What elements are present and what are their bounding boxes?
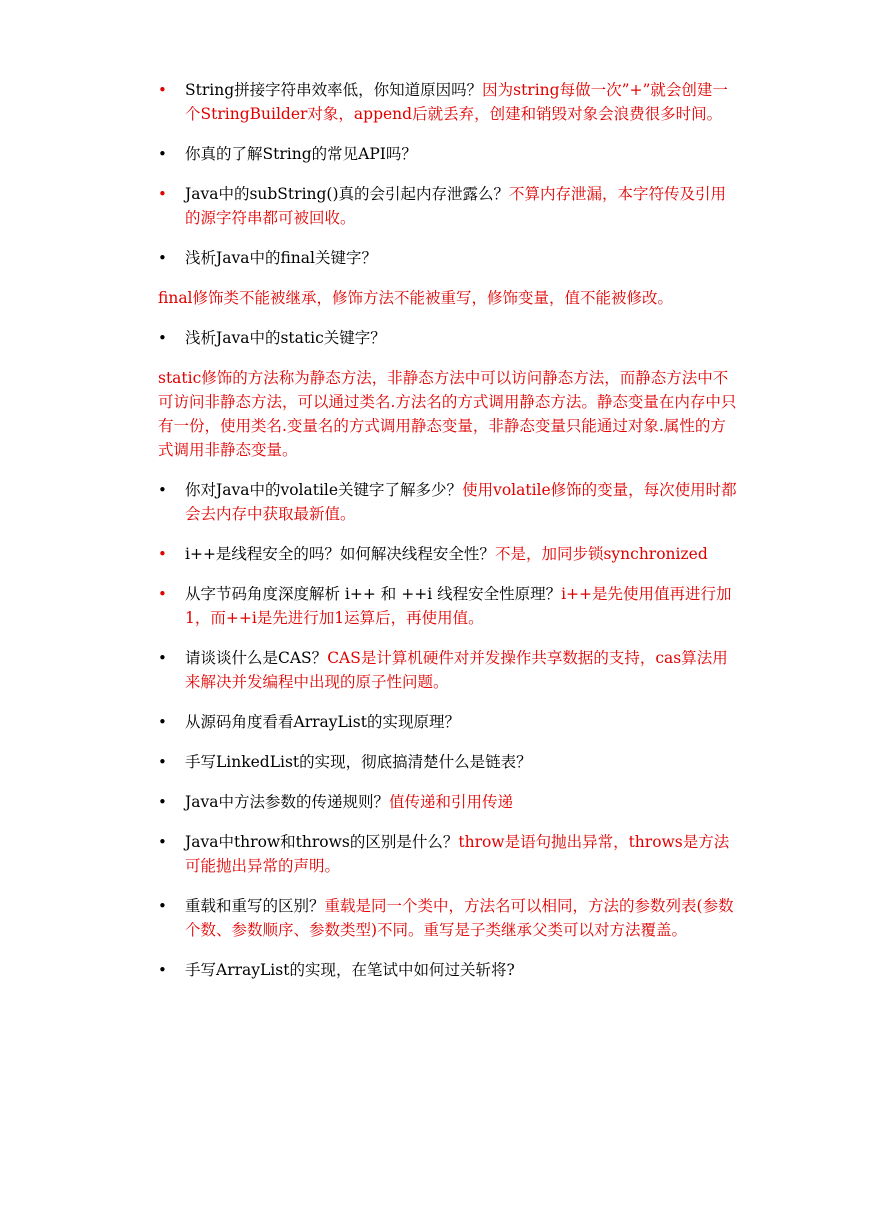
list-item: [158, 478, 738, 526]
answer-paragraph: static修饰的方法称为静态方法，非静态方法中可以访问静态方法，而静态方法中不可访问非静态方法，可以通过类名.方法名的方式调用静态方法。静态变量在内存中只有一份，使用类名.变量名的方式调用静态变量，非静态变量只能通过对象.属性的方式调用非静态变量。: [158, 369, 737, 459]
question-text: 浅析Java中的static关键字？: [185, 329, 386, 347]
list-item: [158, 182, 738, 230]
list-item: [158, 894, 738, 942]
question-text: 你对Java中的volatile关键字了解多少？: [185, 481, 463, 499]
question-text: 重载和重写的区别？: [185, 897, 325, 915]
list-item: [158, 710, 738, 734]
question-text: 请谈谈什么是CAS？: [185, 649, 328, 667]
question-text: i++是线程安全的吗？如何解决线程安全性？: [185, 545, 495, 563]
question-text: 手写LinkedList的实现，彻底搞清楚什么是链表？: [185, 753, 532, 771]
answer-text: throw是语句抛出异常，throws是方法可能抛出异常的声明。: [185, 833, 730, 875]
list-item: [158, 790, 738, 814]
question-text: String拼接字符串效率低，你知道原因吗？: [185, 81, 483, 99]
list-item: [158, 830, 738, 878]
answer-text: 不算内存泄漏，本字符传及引用的源字符串都可被回收。: [185, 185, 727, 227]
list-item: [158, 958, 738, 982]
question-text: Java中throw和throws的区别是什么？: [185, 833, 459, 851]
answer-text: 值传递和引用传递: [388, 793, 513, 811]
list-item: [158, 78, 738, 126]
list-item: [158, 750, 738, 774]
question-text: 从源码角度看看ArrayList的实现原理？: [185, 713, 460, 731]
list-item: [158, 582, 738, 630]
answer-text: 使用volatile修饰的变量，每次使用时都会去内存中获取最新值。: [185, 481, 737, 523]
answer-text: i++是先使用值再进行加1，而++i是先进行加1运算后，再使用值。: [185, 585, 732, 627]
list-item: [158, 142, 738, 166]
answer-text: 因为string每做一次”+”就会创建一个StringBuilder对象，append后就丢弃，创建和销毁对象会浪费很多时间。: [185, 81, 728, 123]
question-text: Java中的subString()真的会引起内存泄露么？: [185, 185, 510, 203]
answer-text: CAS是计算机硬件对并发操作共享数据的支持，cas算法用来解决并发编程中出现的原子性问题。: [185, 649, 728, 691]
document-page: [158, 78, 738, 998]
list-item: [158, 646, 738, 694]
list-item: [158, 326, 738, 350]
list-item: [158, 246, 738, 270]
question-text: Java中方法参数的传递规则？: [185, 793, 389, 811]
question-text: 你真的了解String的常见API吗？: [185, 145, 417, 163]
question-text: 手写ArrayList的实现，在笔试中如何过关斩将?: [185, 961, 515, 979]
question-text: 从字节码角度深度解析 i++ 和 ++i 线程安全性原理？: [185, 585, 562, 603]
list-item: [158, 542, 738, 566]
answer-paragraph: final修饰类不能被继承，修饰方法不能被重写，修饰变量，值不能被修改。: [158, 289, 674, 307]
answer-text: 不是，加同步锁synchronized: [494, 545, 708, 563]
answer-text: 重载是同一个类中，方法名可以相同，方法的参数列表(参数个数、参数顺序、参数类型)不同。重写是子类继承父类可以对方法覆盖。: [185, 897, 734, 939]
question-text: 浅析Java中的final关键字？: [185, 249, 377, 267]
